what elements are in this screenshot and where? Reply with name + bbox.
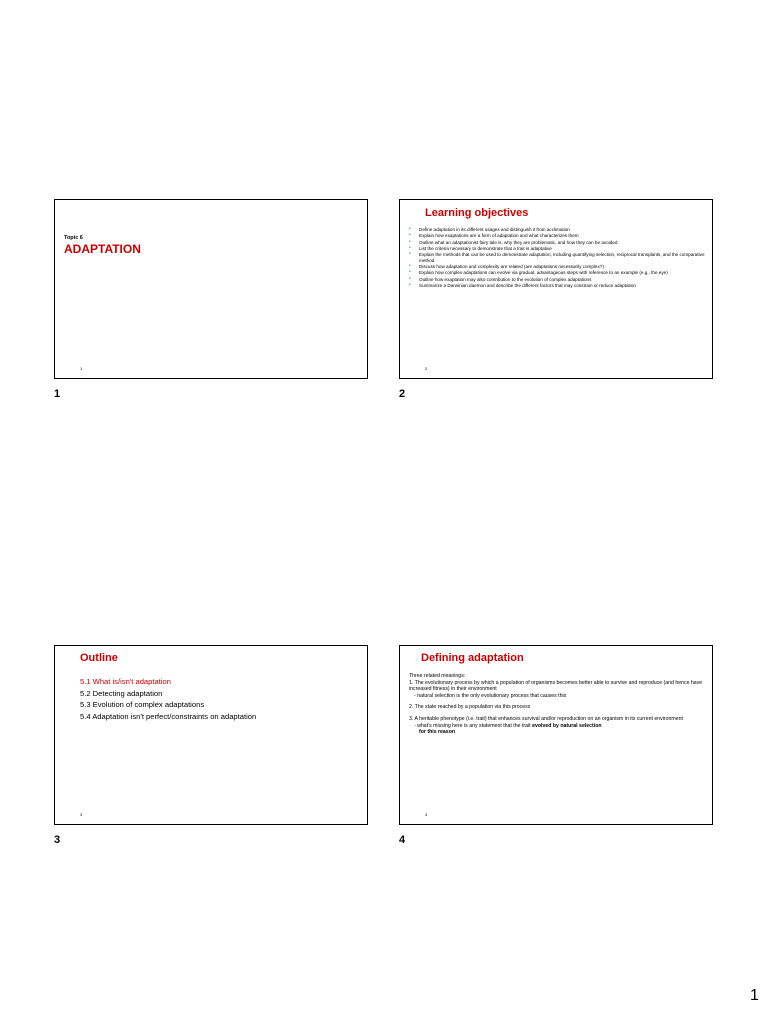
slide-title: Outline <box>80 652 118 664</box>
slide-number: 3 <box>80 812 83 817</box>
list-item: • Explain how exaptations are a form of adaptation and what characterizes them <box>409 232 579 239</box>
outline-item-active: 5.1 What is/isn't adaptation <box>80 677 171 686</box>
slide-3 <box>54 645 368 825</box>
list-item: • Outline what an adaptationist fairy tale is, why they are problematic, and how they can be avoided <box>409 238 618 245</box>
list-item: • Outline how exaptation may also contribution to the evolution of complex adaptations <box>409 275 592 282</box>
bullet-icon: • <box>409 251 411 258</box>
meaning-1-note: - natural selection is the only evolutionary process that causes this <box>414 692 567 699</box>
bullet-icon: • <box>409 282 411 289</box>
list-item: • Summarize a Darwinian daemon and describe the different factors that may constrain or reduce adaptation <box>409 282 636 289</box>
list-item: • Discuss how adaptation and complexity are related (are adaptations necessarily complex?) <box>409 263 604 270</box>
bullet-icon: • <box>409 244 411 251</box>
page-number: 1 <box>750 987 759 1004</box>
slide-1 <box>54 199 368 379</box>
meaning-1: 1. The evolutionary process by which a population of organisms becomes better able to survive and reproduce (and hence have increased fitness) in their environment <box>409 679 703 693</box>
slide-body <box>409 673 707 736</box>
outline-item: 5.2 Detecting adaptation <box>80 688 163 698</box>
slide-number: 4 <box>425 812 428 817</box>
slide-caption: 2 <box>399 388 406 400</box>
slide-kicker: Topic 6 <box>64 235 83 241</box>
list-item: • Define adaptation in its different usages and distinguish it from acclimation <box>409 226 570 232</box>
bullet-icon: • <box>409 238 411 245</box>
intro-text: Three related meanings: <box>409 673 466 679</box>
list-item: • Explain the methods that can be used to demonstrate adaptation, including quantifying selection, reciprocal transplants, and the comparative method <box>409 251 705 263</box>
slide-4 <box>399 645 713 825</box>
outline-item: 5.4 Adaptation isn't perfect/constraints on adaptation <box>80 711 257 721</box>
emphasis-text: evolved by natural selection <box>532 722 602 729</box>
outline-list <box>80 676 256 722</box>
bullet-icon: • <box>409 275 411 282</box>
meaning-3-note: - what's missing here is any statement that the trait evolved by natural selection <box>414 722 602 729</box>
slide-caption: 4 <box>399 834 406 846</box>
bullet-icon: • <box>409 226 411 232</box>
list-item: • List the criteria necessary to demonstrate that a trait is adaptative <box>409 244 552 251</box>
slide-caption: 1 <box>54 388 61 400</box>
list-item: • Explain how complex adaptations can evolve via gradual, advantageous steps with reference to an example (e.g., the eye) <box>409 269 668 276</box>
meaning-3: 3. A heritable phenotype (i.e. trait) that enhances survival and/or reproduction on an organism in its current environment <box>409 715 683 722</box>
slide-title: Learning objectives <box>425 207 529 219</box>
bullet-icon: • <box>409 232 411 239</box>
meaning-2: 2. The state reached by a population via this process <box>409 704 531 711</box>
slide-caption: 3 <box>54 834 61 846</box>
slide-title: Defining adaptation <box>421 652 524 664</box>
slide-2 <box>399 199 713 379</box>
outline-item: 5.3 Evolution of complex adaptations <box>80 700 205 709</box>
slide-title: ADAPTATION <box>64 242 141 256</box>
meaning-3-note-cont: for this reason <box>419 729 456 736</box>
slide-number: 2 <box>425 366 428 371</box>
objectives-list <box>408 227 708 289</box>
bullet-icon: • <box>409 269 411 276</box>
slide-number: 1 <box>80 366 83 371</box>
bullet-icon: • <box>409 263 411 270</box>
